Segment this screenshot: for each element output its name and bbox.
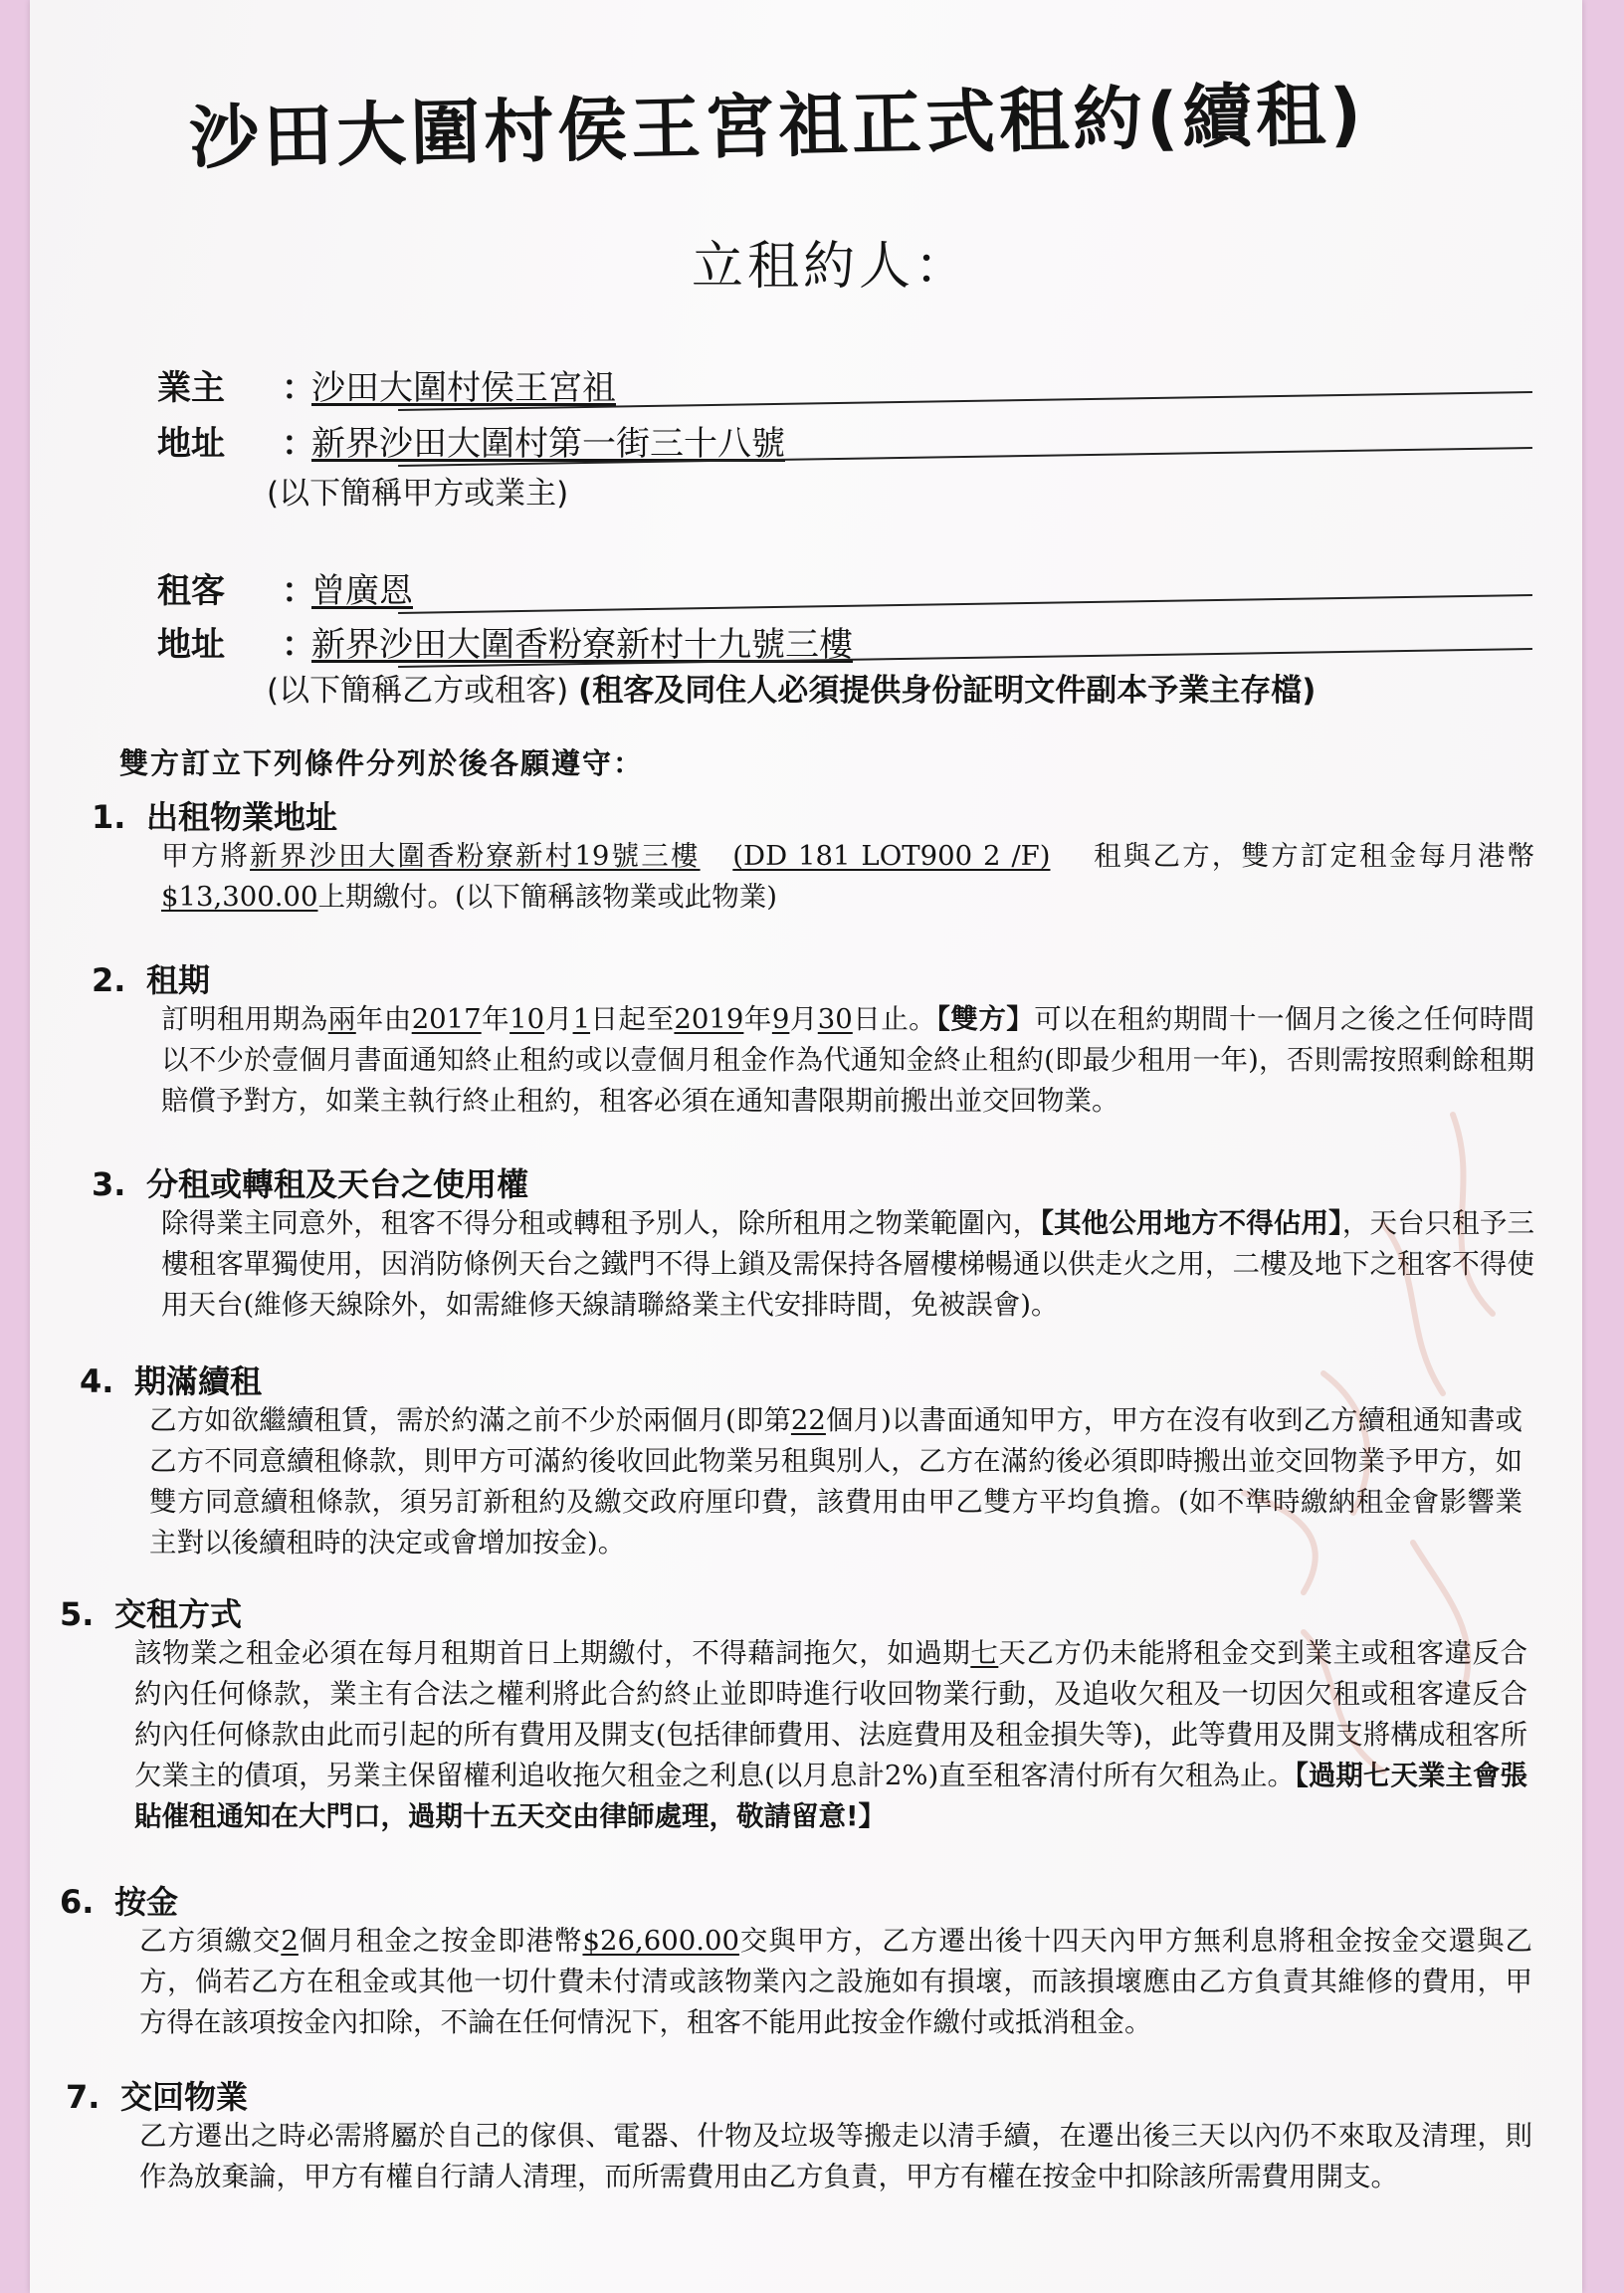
clause-text: 月 [544,1003,573,1035]
start-day: 1 [572,1003,591,1035]
owner-address: 新界沙田大圍村第一街三十八號 [311,424,785,464]
clause-text: 月 [789,1003,818,1035]
end-month: 9 [771,1003,790,1035]
lease-years: 兩 [327,1003,356,1035]
deposit-amount: $26,600.00 [582,1925,739,1957]
lease-document [30,0,1582,2293]
owner-name: 沙田大圍村侯王宮祖 [311,368,616,408]
clause-7 [66,2072,1532,2197]
clause-number: 3. [92,1165,126,1203]
tenant-address-row [157,617,1540,669]
overdue-warning: 【過期七天業主會張貼催租通知在大門口，過期十五天交由律師處理，敬請留意!】 [134,1760,1527,1832]
tenant-address-colon: ： [282,625,315,665]
tenant-note: (以下簡稱乙方或租客) [267,673,569,709]
clause-heading: 租期 [146,961,211,999]
tenant-address-label: 地址 [157,625,225,665]
owner-colon: ： [282,368,315,408]
clause-number: 5. [60,1595,95,1633]
tenant-id-requirement: (租客及同住人必須提供身份証明文件副本予業主存檔) [578,673,1317,709]
document-title: 沙田大圍村侯王宮祖正式租約(續租) [188,73,1366,180]
clause-text: 乙方如欲繼續租賃，需於約滿之前不少於兩個月(即第 [149,1404,791,1436]
monthly-rent: $13,300.00 [161,881,318,913]
clause-heading: 分租或轉租及天台之使用權 [146,1165,529,1203]
property-address: 新界沙田大圍香粉寮新村19號三樓 [250,840,701,872]
clause-2 [92,955,1544,1122]
clause-text: 個月)以書面通知甲方，甲方在沒有收到乙方續租通知書或乙方不同意續租條款，則甲方可滿約後收回此物業另租與別人，乙方在滿約後必須即時搬出並交回物業予甲方，如雙方同意續租條款，須另訂新租約及繳交政府厘印費，該費用由甲乙雙方平均負擔。(如不準時繳納租金會影響業主對以後續租時的決定或會增加按金)。 [149,1404,1522,1559]
overdue-days: 七 [970,1637,999,1669]
clause-6 [60,1877,1533,2043]
clause-text: 上期繳付。(以下簡稱該物業或此物業) [317,881,777,913]
tenant-name: 曾廣恩 [311,571,413,611]
clause-heading: 期滿續租 [134,1362,263,1400]
clause-text: 甲方將 [161,840,251,872]
clause-body [60,1921,1532,2043]
clause-heading: 交回物業 [120,2078,249,2116]
property-lot: (DD 181 LOT900 2 /F) [732,840,1051,872]
owner-address-label: 地址 [157,424,225,464]
clause-text: 日止。 [852,1003,937,1035]
clause-text: 可以在租約期間十一個月之後之任何時間以不少於壹個月書面通知終止租約或以壹個月租金作為代通知金終止租約(即最少租用一年)，否則需按照剩餘租期賠償予對方，如業主執行終止租約，租客必須在通知書限期前搬出並交回物業。 [161,1003,1535,1117]
document-subtitle: 立租約人： [692,237,971,297]
clause-number: 6. [60,1883,95,1921]
owner-row [157,360,1540,412]
clause-body [60,1633,1527,1837]
both-parties-emphasis: 【雙方】 [936,1003,1035,1035]
tenant-row [157,563,1540,615]
clause-body [66,2116,1532,2197]
tenant-label: 租客 [157,571,225,611]
notice-month: 22 [790,1404,826,1436]
tenant-note-row [267,665,1316,710]
clause-text: 年 [481,1003,510,1035]
start-month: 10 [509,1003,545,1035]
clause-text: 交與甲方，乙方遷出後十四天內甲方無利息將租金按金交還與乙方，倘若乙方在租金或其他一切什費未付清或該物業內之設施如有損壞，而該損壞應由乙方負責其維修的費用，甲方得在該項按金內扣除，不論在任何情況下，租客不能用此按金作繳付或抵消租金。 [139,1925,1533,2038]
clause-text: 天乙方仍未能將租金交到業主或租客違反合約內任何條款，業主有合法之權利將此合約終止並即時進行收回物業行動，及追收欠租及一切因欠租或租客違反合約內任何條款由此而引起的所有費用及開支(包括律師費用、法庭費用及租金損失等)，此等費用及開支將構成租客所欠業主的債項，另業主保留權利追收拖欠租金之利息(以月息計2%)直至租客清付所有欠租為止。 [134,1637,1528,1791]
owner-address-colon: ： [282,424,315,464]
clause-text: 乙方遷出之時必需將屬於自己的傢俱、電器、什物及垃圾等搬走以清手續，在遷出後三天以內仍不來取及清理，則作為放棄論，甲方有權自行請人清理，而所需費用由乙方負責，甲方有權在按金中扣除該所需費用開支。 [139,2120,1532,2192]
clause-text: 年 [743,1003,772,1035]
owner-label: 業主 [157,368,225,408]
intro-statement: 雙方訂立下列條件分列於後各願遵守： [119,746,645,780]
tenant-address: 新界沙田大圍香粉寮新村十九號三樓 [311,625,853,665]
clause-body [80,1400,1522,1563]
clause-number: 7. [66,2078,101,2116]
clause-body [92,836,1534,918]
clause-1 [92,792,1544,918]
clause-text: 除得業主同意外，租客不得分租或轉租予別人，除所租用之物業範圍內， [161,1207,1041,1239]
clause-text: 乙方須繳交 [139,1925,282,1957]
clause-text: 該物業之租金必須在每月租期首日上期繳付，不得藉詞拖欠，如過期 [134,1637,971,1669]
clause-text: 訂明租用期為 [161,1003,328,1035]
deposit-months: 2 [281,1925,299,1957]
owner-note: (以下簡稱甲方或業主) [267,476,569,512]
clause-text: 租與乙方，雙方訂定租金每月港幣 [1094,840,1534,872]
common-area-emphasis: 【其他公用地方不得佔用】 [1040,1207,1342,1239]
clause-number: 2. [92,961,126,999]
clause-text: ，天台只租予三樓租客單獨使用，因消防條例天台之鐵門不得上鎖及需保持各層樓梯暢通以供走火之用，二樓及地下之租客不得使用天台(維修天線除外，如需維修天線請聯絡業主代安排時間，免被誤會)。 [161,1207,1535,1321]
clause-heading: 按金 [114,1883,179,1921]
clause-body [92,1203,1534,1326]
tenant-colon: ： [282,571,315,611]
clause-number: 4. [80,1362,114,1400]
clause-5 [60,1589,1528,1837]
clause-heading: 交租方式 [114,1595,243,1633]
clause-3 [92,1159,1544,1326]
clause-heading: 出租物業地址 [146,798,338,836]
start-year: 2017 [411,1003,482,1035]
clause-text: 年由 [355,1003,412,1035]
end-year: 2019 [674,1003,744,1035]
owner-address-row [157,416,1540,468]
clause-body [92,999,1534,1122]
clause-4 [80,1356,1532,1563]
end-day: 30 [817,1003,853,1035]
clause-text: 個月租金之按金即港幣 [298,1925,583,1957]
clause-text: 日起至 [590,1003,675,1035]
clause-number: 1. [92,798,126,836]
